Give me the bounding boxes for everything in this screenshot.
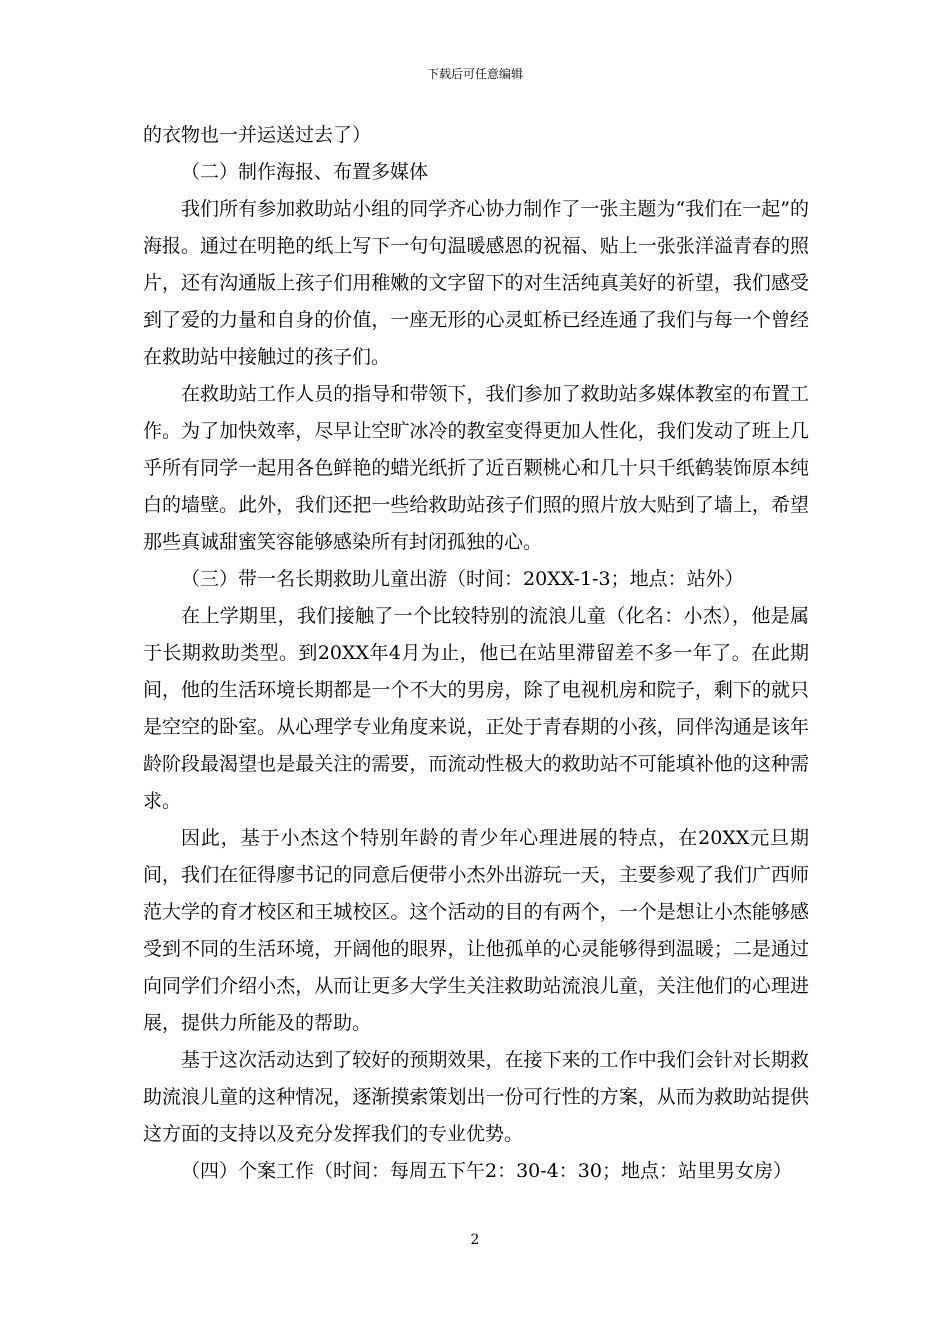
document-body: [143, 117, 809, 1190]
section-heading-3: （三）带一名长期救助儿童出游（时间：20XX-1-3；地点：站外）: [181, 568, 744, 590]
paragraph-multimedia: 在救助站工作人员的指导和带领下，我们参加了救助站多媒体教室的布置工作。为了加快效率，尽早让空旷冰冷的教室变得更加人性化，我们发动了班上几乎所有同学一起用各色鲜艳的蜡光纸折了近百颗桃心和几十只千纸鹤装饰原本纯白的墙壁。此外，我们还把一些给救助站孩子们照的照片放大贴到了墙上，希望那些真诚甜蜜笑容能够感染所有封闭孤独的心。: [143, 383, 809, 553]
section-heading-4: （四）个案工作（时间：每周五下午2：30-4：30；地点：站里男女房）: [181, 1160, 792, 1182]
paragraph-xiaojie-background: 在上学期里，我们接触了一个比较特别的流浪儿童（化名：小杰），他是属于长期救助类型。到20XX年4月为止，他已在站里滞留差不多一年了。在此期间，他的生活环境长期都是一个不大的男房，除了电视机房和院子，剩下的就只是空空的卧室。从心理学专业角度来说，正处于青春期的小孩，同伴沟通是该年龄阶段最渴望也是最关注的需要，而流动性极大的救助站不可能填补他的这种需求。: [143, 605, 809, 812]
section-heading-2: （二）制作海报、布置多媒体: [181, 161, 429, 183]
page-header: 下载后可任意编辑: [426, 67, 523, 81]
page-number: 2: [470, 1232, 480, 1248]
paragraph-continuation: 的衣物也一并运送过去了）: [143, 124, 372, 146]
paragraph-outcome: 基于这次活动达到了较好的预期效果，在接下来的工作中我们会针对长期救助流浪儿童的这种情况，逐渐摸索策划出一份可行性的方案，从而为救助站提供这方面的支持以及充分发挥我们的专业优势。: [143, 1049, 809, 1145]
paragraph-poster: 我们所有参加救助站小组的同学齐心协力制作了一张主题为“我们在一起”的海报。通过在明艳的纸上写下一句句温暖感恩的祝福、贴上一张张洋溢青春的照片，还有沟通版上孩子们用稚嫩的文字留下的对生活纯真美好的祈望，我们感受到了爱的力量和自身的价值，一座无形的心灵虹桥已经连通了我们与每一个曾经在救助站中接触过的孩子们。: [143, 198, 809, 368]
paragraph-outing: 因此，基于小杰这个特别年龄的青少年心理进展的特点，在20XX元旦期间，我们在征得廖书记的同意后便带小杰外出游玩一天，主要参观了我们广西师范大学的育才校区和王城校区。这个活动的目的有两个，一个是想让小杰能够感受到不同的生活环境，开阔他的眼界，让他孤单的心灵能够得到温暖；二是通过向同学们介绍小杰，从而让更多大学生关注救助站流浪儿童，关注他们的心理进展，提供力所能及的帮助。: [143, 827, 809, 1034]
